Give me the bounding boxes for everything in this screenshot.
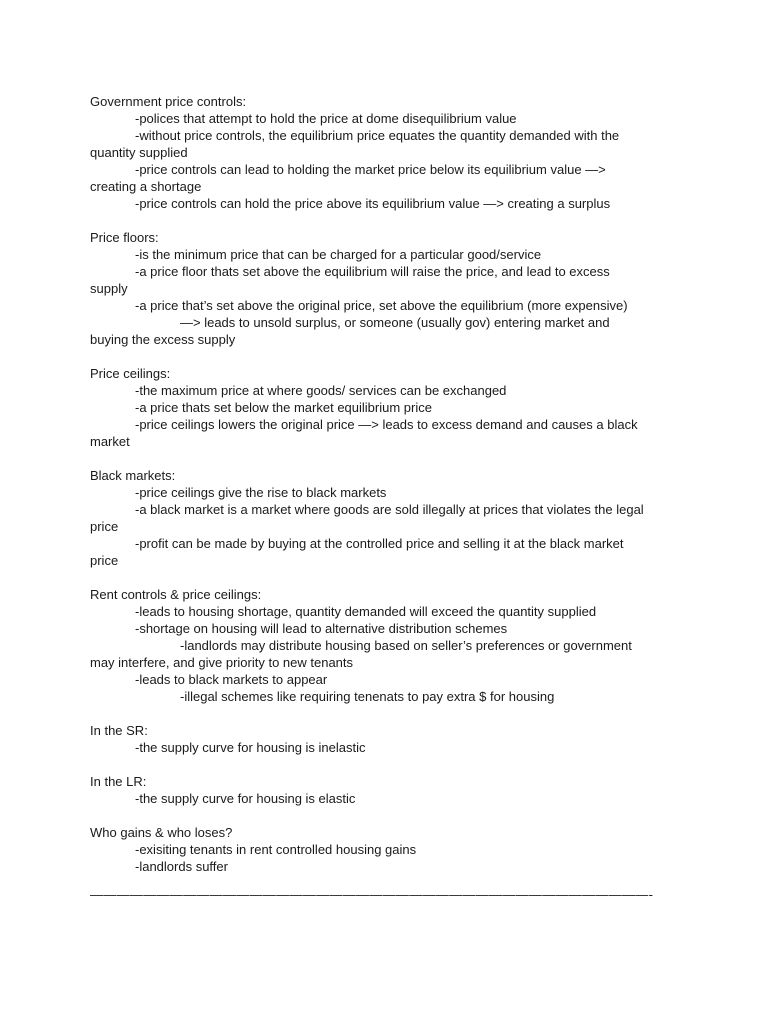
note-subline: -landlords may distribute housing based on seller’s preferences or government: [180, 638, 632, 653]
note-line: -price ceilings give the rise to black markets: [135, 485, 387, 500]
note-line: -profit can be made by buying at the controlled price and selling it at the black market: [135, 536, 624, 551]
note-line: -a black market is a market where goods are sold illegally at prices that violates the legal: [135, 502, 644, 517]
note-line: -without price controls, the equilibrium price equates the quantity demanded with the: [135, 128, 620, 143]
section-rent-controls: [90, 586, 690, 705]
note-line: -polices that attempt to hold the price at dome disequilibrium value: [135, 111, 517, 126]
section-who-gains: [90, 824, 690, 875]
note-line: -leads to black markets to appear: [135, 672, 328, 687]
section-heading: Government price controls:: [90, 94, 247, 109]
note-line: -leads to housing shortage, quantity demanded will exceed the quantity supplied: [135, 604, 597, 619]
section-heading: In the SR:: [90, 723, 148, 738]
section-heading: In the LR:: [90, 774, 147, 789]
section-heading: Black markets:: [90, 468, 176, 483]
note-line: -the supply curve for housing is inelastic: [135, 740, 366, 755]
note-line: -a price that’s set above the original price, set above the equilibrium (more expensive): [135, 298, 628, 313]
note-line: -landlords suffer: [135, 859, 228, 874]
note-line-continuation: may interfere, and give priority to new tenants: [90, 655, 354, 670]
note-line-continuation: buying the excess supply: [90, 332, 236, 347]
note-line-continuation: price: [90, 553, 119, 568]
section-heading: Who gains & who loses?: [90, 825, 233, 840]
note-line-continuation: price: [90, 519, 119, 534]
note-line-continuation: creating a shortage: [90, 179, 202, 194]
note-line: -exisiting tenants in rent controlled housing gains: [135, 842, 417, 857]
note-line: -a price floor thats set above the equilibrium will raise the price, and lead to excess: [135, 264, 610, 279]
note-line: -a price thats set below the market equilibrium price: [135, 400, 432, 415]
section-heading: Price floors:: [90, 230, 159, 245]
note-line: -is the minimum price that can be charged for a particular good/service: [135, 247, 542, 262]
section-short-run: [90, 722, 690, 756]
section-price-floors: [90, 229, 690, 348]
divider-line: ——————————————————————————————————————————-: [90, 887, 654, 902]
note-line: -price controls can hold the price above its equilibrium value —> creating a surplus: [135, 196, 611, 211]
section-heading: Price ceilings:: [90, 366, 171, 381]
note-line-continuation: supply: [90, 281, 128, 296]
note-line-continuation: market: [90, 434, 130, 449]
spacer: [90, 569, 690, 586]
note-line-continuation: quantity supplied: [90, 145, 188, 160]
spacer: [90, 450, 690, 467]
section-heading: Rent controls & price ceilings:: [90, 587, 262, 602]
section-long-run: [90, 773, 690, 807]
section-black-markets: [90, 467, 690, 569]
note-subline: —> leads to unsold surplus, or someone (usually gov) entering market and: [180, 315, 610, 330]
note-line: -price ceilings lowers the original price —> leads to excess demand and causes a black: [135, 417, 638, 432]
section-price-ceilings: [90, 365, 690, 450]
spacer: [90, 807, 690, 824]
spacer: [90, 212, 690, 229]
note-line: -the supply curve for housing is elastic: [135, 791, 356, 806]
spacer: [90, 348, 690, 365]
spacer: [90, 705, 690, 722]
note-line: -the maximum price at where goods/ services can be exchanged: [135, 383, 507, 398]
section-government-price-controls: [90, 93, 690, 212]
note-line: -shortage on housing will lead to alternative distribution schemes: [135, 621, 508, 636]
notes-document: [90, 93, 690, 903]
note-line: -price controls can lead to holding the market price below its equilibrium value —>: [135, 162, 606, 177]
spacer: [90, 756, 690, 773]
note-subline: -illegal schemes like requiring tenenats to pay extra $ for housing: [180, 689, 555, 704]
